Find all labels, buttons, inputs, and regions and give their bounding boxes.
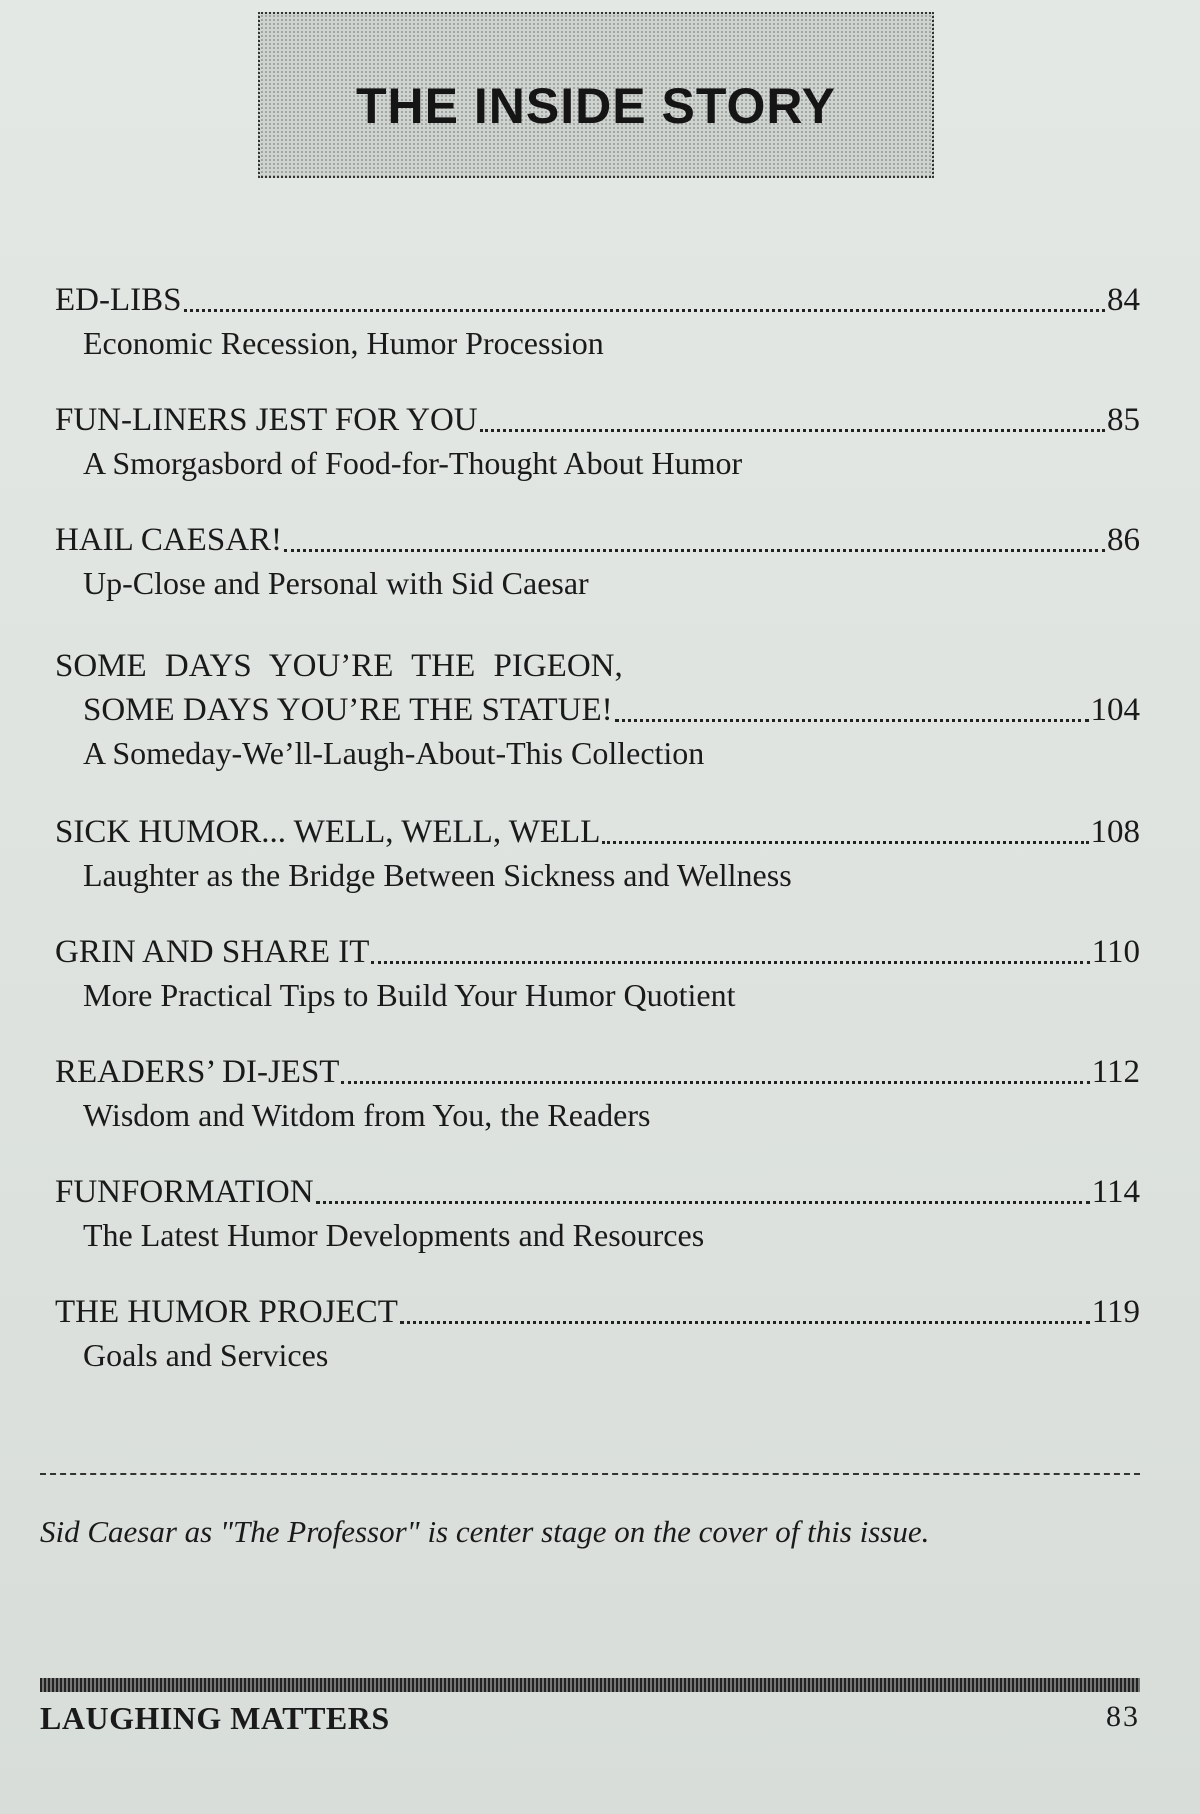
- dot-leader: [480, 429, 1105, 432]
- dot-leader: [371, 961, 1089, 964]
- toc-line[interactable]: [55, 810, 1140, 854]
- dot-leader: [400, 1321, 1090, 1324]
- entry-title-line1: SOME DAYS YOU’RE THE PIGEON,: [55, 648, 623, 684]
- dot-leader: [602, 841, 1088, 844]
- toc-entry: [55, 810, 1140, 896]
- dot-leader: [184, 309, 1106, 312]
- entry-title: SOME DAYS YOU’RE THE STATUE!: [83, 692, 613, 728]
- toc-line[interactable]: [55, 278, 1140, 322]
- toc-line[interactable]: [55, 398, 1140, 442]
- toc-line[interactable]: [55, 930, 1140, 974]
- entry-subtitle: Economic Recession, Humor Procession: [83, 325, 604, 361]
- toc-entry: [55, 1290, 1140, 1376]
- entry-subtitle: The Latest Humor Developments and Resources: [83, 1217, 705, 1253]
- page-title: THE INSIDE STORY: [356, 78, 836, 134]
- dot-leader: [316, 1201, 1090, 1204]
- entry-subtitle: Wisdom and Witdom from You, the Readers: [83, 1097, 651, 1133]
- toc-line[interactable]: [55, 518, 1140, 562]
- entry-page: 110: [1091, 934, 1140, 970]
- toc-line[interactable]: [55, 1170, 1140, 1214]
- entry-title: THE HUMOR PROJECT: [55, 1294, 398, 1330]
- entry-page: 104: [1090, 692, 1140, 728]
- entry-title: ED-LIBS: [55, 282, 182, 318]
- toc-entry: [55, 278, 1140, 364]
- toc-line[interactable]: [55, 1050, 1140, 1094]
- cover-caption: Sid Caesar as "The Professor" is center stage on the cover of this issue.: [40, 1514, 930, 1549]
- entry-page: 85: [1107, 402, 1140, 438]
- entry-subtitle: A Smorgasbord of Food-for-Thought About Humor: [83, 445, 743, 481]
- entry-page: 108: [1090, 814, 1140, 850]
- entry-page: 114: [1091, 1174, 1140, 1210]
- toc-entry: [55, 1050, 1140, 1136]
- divider: [40, 1473, 1140, 1475]
- toc-entry: [55, 644, 1140, 774]
- toc-line[interactable]: [55, 688, 1140, 732]
- title-box: [258, 12, 934, 178]
- toc-entry: [55, 1170, 1140, 1256]
- entry-page: 112: [1091, 1054, 1140, 1090]
- toc-line-first[interactable]: [55, 644, 1140, 688]
- entry-subtitle: Goals and Services: [83, 1337, 329, 1373]
- entry-title: HAIL CAESAR!: [55, 522, 283, 558]
- entry-subtitle: Laughter as the Bridge Between Sickness and Wellness: [83, 857, 792, 893]
- entry-title: SICK HUMOR... WELL, WELL, WELL: [55, 814, 601, 850]
- entry-title: GRIN AND SHARE IT: [55, 934, 370, 970]
- entry-subtitle: More Practical Tips to Build Your Humor Quotient: [83, 977, 736, 1013]
- page-number: 83: [1106, 1700, 1140, 1733]
- toc-entry: [55, 518, 1140, 604]
- dot-leader: [341, 1081, 1089, 1084]
- toc-entry: [55, 398, 1140, 484]
- entry-title: FUNFORMATION: [55, 1174, 314, 1210]
- entry-title: FUN-LINERS JEST FOR YOU: [55, 402, 478, 438]
- toc-line[interactable]: [55, 1290, 1140, 1334]
- footer-rule: [40, 1678, 1140, 1692]
- entry-title: READERS’ DI-JEST: [55, 1054, 340, 1090]
- entry-page: 86: [1107, 522, 1140, 558]
- entry-subtitle: A Someday-We’ll-Laugh-About-This Collection: [83, 735, 705, 771]
- toc-entry: [55, 930, 1140, 1016]
- dot-leader: [615, 719, 1089, 722]
- publication-name: LAUGHING MATTERS: [40, 1700, 390, 1736]
- dot-leader: [284, 549, 1105, 552]
- table-of-contents: [55, 278, 1140, 1376]
- entry-subtitle: Up-Close and Personal with Sid Caesar: [83, 565, 589, 601]
- entry-page: 119: [1091, 1294, 1140, 1330]
- entry-page: 84: [1107, 282, 1140, 318]
